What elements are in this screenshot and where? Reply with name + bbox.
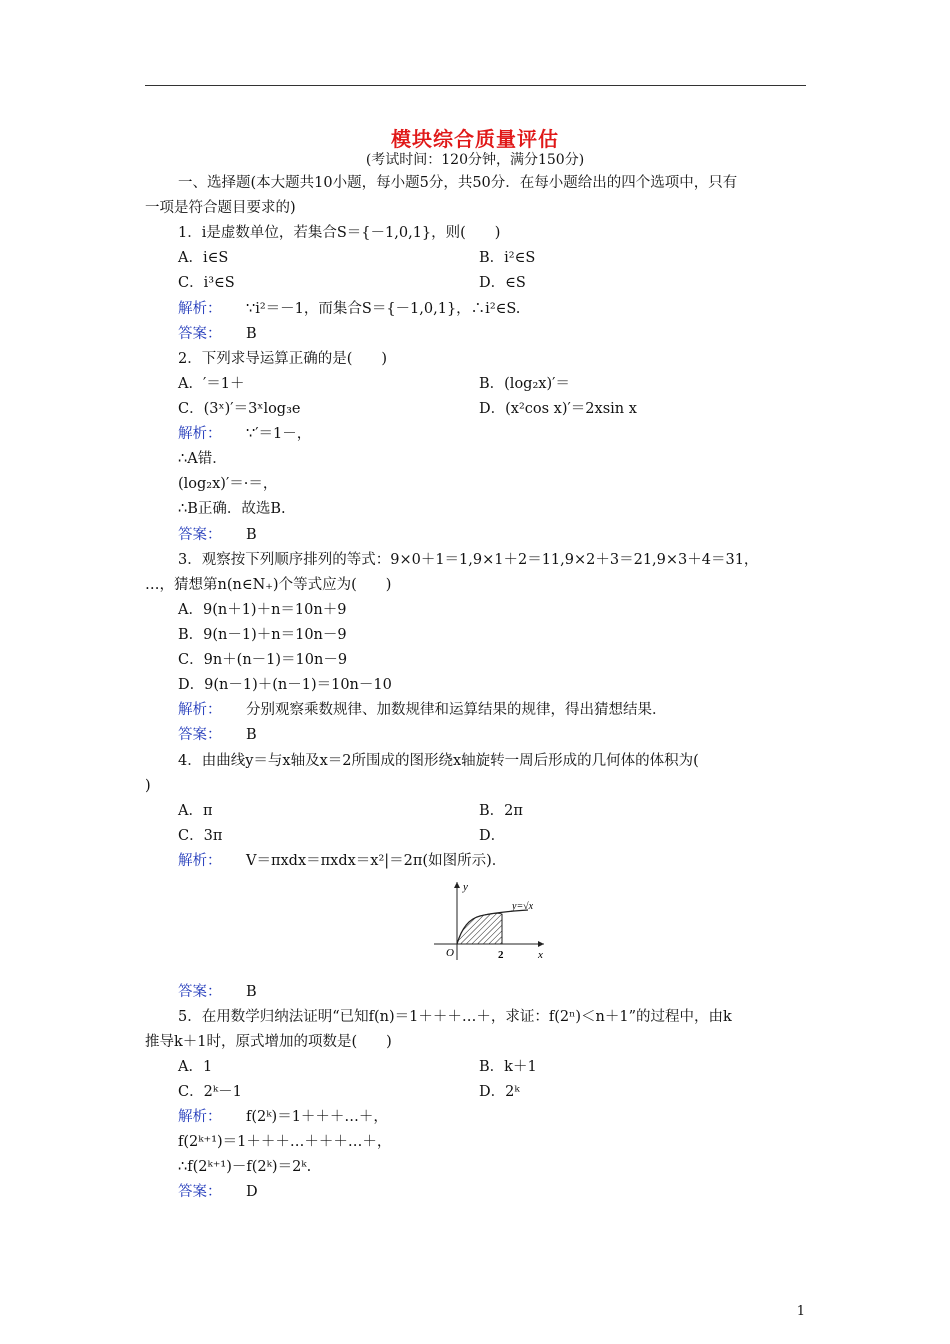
q4-option-d: D． bbox=[479, 828, 506, 844]
answer-label: 答案： bbox=[178, 984, 222, 1000]
solution-label: 解析： bbox=[178, 301, 222, 317]
q5-stem: 5．在用数学归纳法证明“已知f(n)＝1＋＋＋…＋，求证：f(2ⁿ)＜n＋1”的过程中，由k bbox=[178, 1009, 732, 1025]
section-intro-cont: 一项是符合题目要求的) bbox=[145, 200, 296, 216]
solution-label: 解析： bbox=[178, 1109, 222, 1125]
q3-option-a: A．9(n＋1)＋n＝10n＋9 bbox=[178, 602, 347, 618]
q3-answer-value: B bbox=[246, 727, 257, 743]
fig-label-y: y bbox=[463, 881, 468, 893]
q3-option-c: C．9n＋(n－1)＝10n－9 bbox=[178, 652, 348, 668]
q1-answer bbox=[178, 324, 257, 344]
q5-solution-line3: ∴f(2ᵏ⁺¹)－f(2ᵏ)＝2ᵏ. bbox=[178, 1159, 312, 1175]
q2-solution-line4: ∴B正确．故选B. bbox=[178, 501, 286, 517]
fig-label-two: 2 bbox=[498, 949, 504, 961]
q1-solution bbox=[178, 299, 520, 319]
q5-answer bbox=[178, 1182, 258, 1202]
q2-answer bbox=[178, 525, 257, 545]
q2-option-d: D．(x²cos x)′＝2xsin x bbox=[479, 401, 637, 417]
q4-figure bbox=[432, 876, 552, 964]
q2-stem: 2．下列求导运算正确的是( ) bbox=[178, 351, 388, 367]
q1-stem: 1．i是虚数单位，若集合S＝{－1,0,1}，则( ) bbox=[178, 225, 501, 241]
q5-solution-line2: f(2ᵏ⁺¹)＝1＋＋＋…＋＋＋…＋， bbox=[178, 1134, 392, 1150]
y-axis-arrow-icon bbox=[454, 882, 460, 888]
q4-option-c: C．3π bbox=[178, 828, 223, 844]
q4-answer bbox=[178, 982, 257, 1002]
q2-option-c: C．(3ˣ)′＝3ˣlog₃e bbox=[178, 401, 301, 417]
q2-option-b: B．(log₂x)′＝ bbox=[479, 376, 570, 392]
q5-option-d: D．2ᵏ bbox=[479, 1084, 520, 1100]
answer-label: 答案： bbox=[178, 1184, 222, 1200]
q3-solution bbox=[178, 700, 667, 720]
q5-answer-value: D bbox=[246, 1184, 258, 1200]
q3-stem: 3．观察按下列顺序排列的等式：9×0＋1＝1,9×1＋2＝11,9×2＋3＝21,9×3＋4＝31， bbox=[178, 552, 759, 568]
q3-answer bbox=[178, 725, 257, 745]
q2-solution-text: ∵′＝1－， bbox=[246, 426, 312, 442]
q4-solution-text: V＝πxdx＝πxdx＝x²|＝2π(如图所示)． bbox=[246, 853, 507, 869]
page-number: 1 bbox=[796, 1304, 805, 1319]
q2-answer-value: B bbox=[246, 527, 257, 543]
q2-solution bbox=[178, 424, 311, 444]
q3-stem-cont: …，猜想第n(n∈N₊)个等式应为( ) bbox=[145, 577, 392, 593]
q2-solution-line2: ∴A错． bbox=[178, 451, 227, 467]
solution-label: 解析： bbox=[178, 702, 222, 718]
q3-option-d: D．9(n－1)＋(n－1)＝10n－10 bbox=[178, 677, 392, 693]
q5-option-b: B．k＋1 bbox=[479, 1059, 537, 1075]
q4-stem: 4．由曲线y＝与x轴及x＝2所围成的图形绕x轴旋转一周后形成的几何体的体积为( bbox=[178, 753, 699, 769]
fig-curve-label: y=√x bbox=[512, 901, 534, 912]
solution-label: 解析： bbox=[178, 426, 222, 442]
q1-option-c: C．i³∈S bbox=[178, 275, 235, 291]
answer-label: 答案： bbox=[178, 326, 222, 342]
q5-option-a: A．1 bbox=[178, 1059, 213, 1075]
q5-solution bbox=[178, 1107, 388, 1127]
q5-solution-text: f(2ᵏ)＝1＋＋＋…＋， bbox=[246, 1109, 388, 1125]
q2-option-a: A．′＝1＋ bbox=[178, 376, 245, 392]
fig-label-x: x bbox=[538, 949, 543, 961]
q5-stem-cont: 推导k＋1时，原式增加的项数是( ) bbox=[145, 1034, 392, 1050]
q1-option-d: D．∈S bbox=[479, 275, 526, 291]
q4-answer-value: B bbox=[246, 984, 257, 1000]
q4-option-b: B．2π bbox=[479, 803, 523, 819]
exam-info: (考试时间：120分钟，满分150分) bbox=[365, 152, 585, 168]
q1-option-a: A．i∈S bbox=[178, 250, 229, 266]
fig-label-origin: O bbox=[446, 947, 454, 959]
x-axis-arrow-icon bbox=[538, 941, 544, 947]
q4-option-a: A．π bbox=[178, 803, 213, 819]
q4-solution bbox=[178, 851, 506, 871]
q1-solution-text: ∵i²＝－1，而集合S＝{－1,0,1}，∴i²∈S. bbox=[246, 301, 521, 317]
q2-solution-line3: (log₂x)′＝·＝， bbox=[178, 476, 278, 492]
q1-answer-value: B bbox=[246, 326, 257, 342]
q1-option-b: B．i²∈S bbox=[479, 250, 536, 266]
section-intro: 一、选择题(本大题共10小题，每小题5分，共50分．在每小题给出的四个选项中，只有 bbox=[178, 175, 738, 191]
q4-stem-cont: ) bbox=[145, 778, 151, 794]
q3-solution-text: 分别观察乘数规律、加数规律和运算结果的规律，得出猜想结果． bbox=[246, 702, 667, 718]
q5-option-c: C．2ᵏ－1 bbox=[178, 1084, 242, 1100]
solution-label: 解析： bbox=[178, 853, 222, 869]
q3-option-b: B．9(n－1)＋n＝10n－9 bbox=[178, 627, 347, 643]
answer-label: 答案： bbox=[178, 527, 222, 543]
header-rule bbox=[145, 85, 806, 86]
page-title: 模块综合质量评估 bbox=[391, 127, 559, 151]
answer-label: 答案： bbox=[178, 727, 222, 743]
